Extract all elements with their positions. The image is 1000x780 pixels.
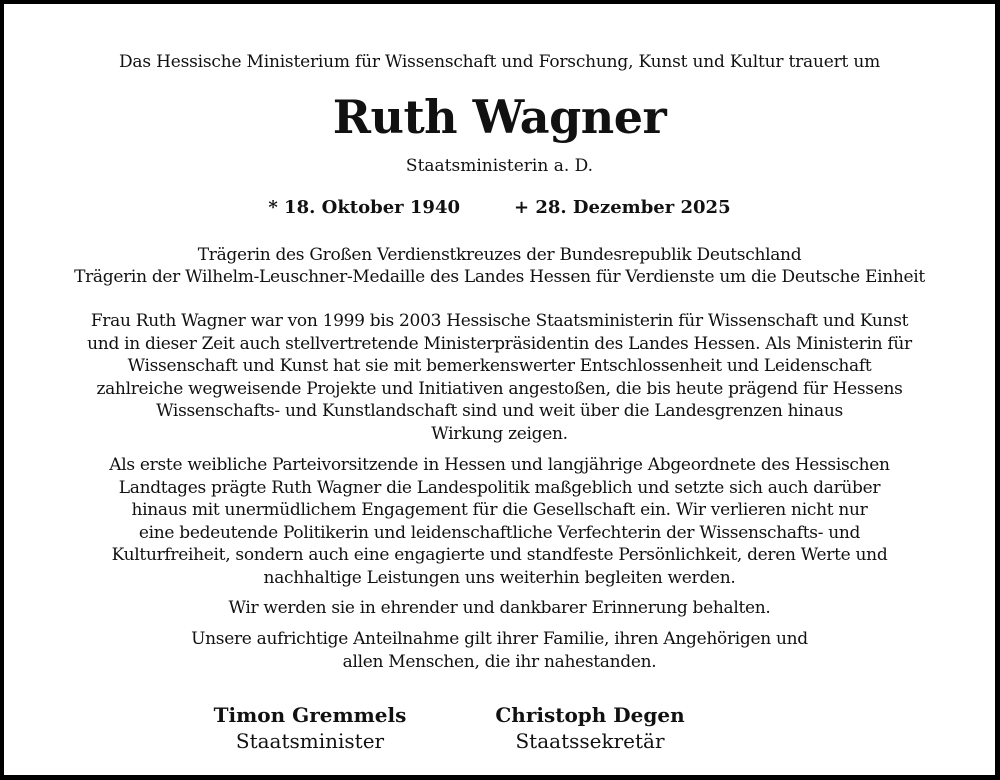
signatory-title: Staatssekretär: [515, 729, 665, 753]
signatory-title: Staatsminister: [235, 729, 385, 753]
paragraph-career: [4, 310, 995, 445]
signatory-minister: [160, 702, 460, 754]
paragraph-condolences: [4, 628, 995, 673]
death-date: + 28. Dezember 2025: [514, 197, 731, 218]
text-line: Wissenschaft und Kunst hat sie mit bemerkenswerter Entschlossenheit und Leidenschaft: [127, 356, 872, 376]
paragraph-remembrance: [4, 597, 995, 620]
text-line: hinaus mit unermüdlichem Engagement für die Gesellschaft ein. Wir verlieren nicht nur: [131, 500, 868, 520]
text-line: zahlreiche wegweisende Projekte und Initiativen angestoßen, die bis heute prägend für Hessens: [96, 378, 903, 399]
life-dates: [4, 197, 995, 218]
honor-line: Trägerin der Wilhelm-Leuschner-Medaille des Landes Hessen für Verdienste um die Deutsche Einheit: [74, 267, 925, 287]
signatory-name: Christoph Degen: [495, 703, 685, 727]
death-notice: [4, 4, 995, 775]
intro-line: Das Hessische Ministerium für Wissenschaft und Forschung, Kunst und Kultur trauert um: [118, 52, 881, 72]
text-line: allen Menschen, die ihr nahestanden.: [342, 651, 657, 672]
text-line: Frau Ruth Wagner war von 1999 bis 2003 Hessische Staatsministerin für Wissenschaft und Kunst: [90, 311, 909, 331]
honor-line: Trägerin des Großen Verdienstkreuzes der Bundesrepublik Deutschland: [197, 245, 802, 265]
text-line: Wir werden sie in ehrender und dankbarer Erinnerung behalten.: [228, 598, 771, 618]
text-line: Landtages prägte Ruth Wagner die Landespolitik maßgeblich und setzte sich auch darüber: [118, 477, 881, 498]
text-line: Kulturfreiheit, sondern auch eine engagierte und standfeste Persönlichkeit, deren Werte und: [111, 545, 888, 565]
text-line: nachhaltige Leistungen uns weiterhin begleiten werden.: [263, 567, 736, 588]
signatory-name: Timon Gremmels: [213, 703, 407, 727]
text-line: und in dieser Zeit auch stellvertretende Ministerpräsidentin des Landes Hessen. Als Ministerin für: [87, 333, 912, 354]
deceased-name: Ruth Wagner: [332, 90, 667, 144]
text-line: Unsere aufrichtige Anteilnahme gilt ihrer Familie, ihren Angehörigen und: [191, 629, 808, 649]
signatory-secretary: [440, 702, 740, 754]
honors-block: [4, 244, 995, 288]
birth-date: * 18. Oktober 1940: [268, 197, 460, 218]
text-line: eine bedeutende Politikerin und leidenschaftliche Verfechterin der Wissenschafts- und: [138, 522, 861, 543]
text-line: Als erste weibliche Parteivorsitzende in Hessen und langjährige Abgeordnete des Hessischen: [109, 455, 890, 475]
paragraph-politics: [4, 454, 995, 589]
deceased-title: Staatsministerin a. D.: [405, 156, 594, 176]
text-line: Wissenschafts- und Kunstlandschaft sind und weit über die Landesgrenzen hinaus: [156, 401, 843, 421]
text-line: Wirkung zeigen.: [431, 423, 568, 444]
